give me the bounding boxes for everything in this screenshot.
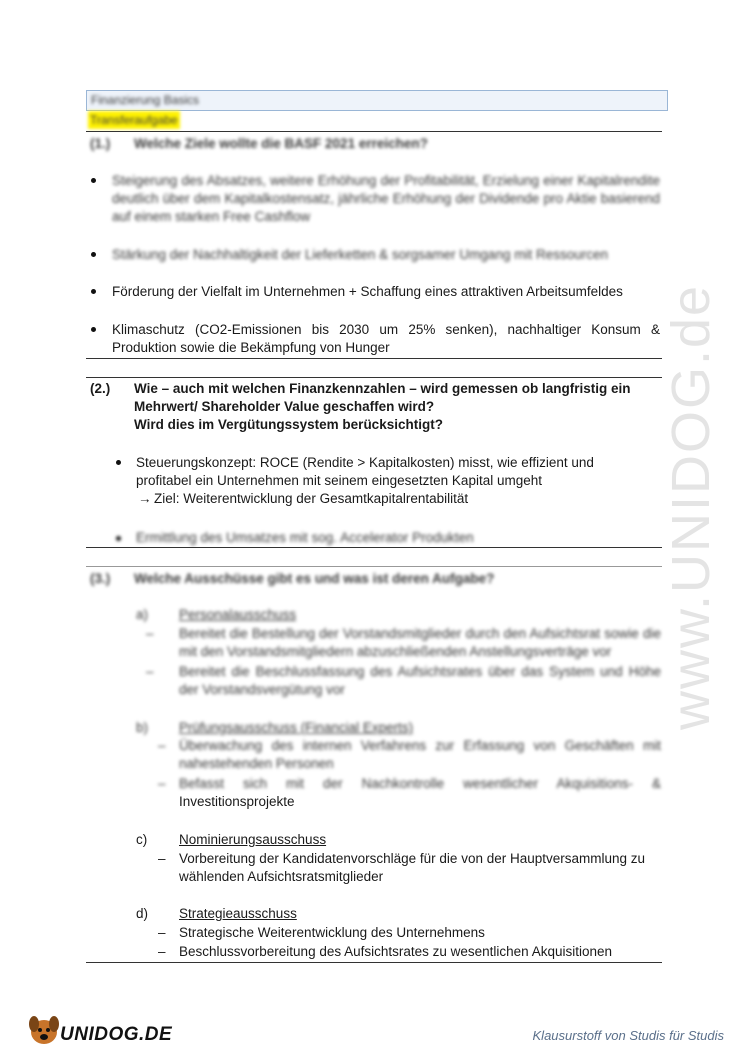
question-text: Welche Ausschüsse gibt es und was ist deren Aufgabe? (134, 571, 495, 586)
item-label: a) (136, 607, 149, 622)
divider (86, 358, 662, 359)
footer-tagline: Klausurstoff von Studis für Studis (532, 1028, 724, 1043)
item-text: Bereitet die Bestellung der Vorstandsmitglieder durch den Aufsichtsrat sowie die mit den Vorstandsmitgliedern abzuschließenden Anstellungsverträge vor (179, 626, 661, 659)
question-text: Welche Ziele wollte die BASF 2021 erreichen? (134, 136, 428, 151)
dash: – (158, 944, 166, 959)
watermark: www.UNIDOG.de (661, 283, 721, 730)
question-number: (3.) (90, 571, 111, 586)
bullet-text: Förderung der Vielfalt im Unternehmen + Schaffung eines attraktiven Arbeitsumfeldes (112, 284, 623, 299)
item-text: Strategische Weiterentwicklung des Unternehmens (179, 925, 485, 940)
item-text: Beschlussvorbereitung des Aufsichtsrates zu wesentlichen Akquisitionen (179, 944, 612, 959)
item-title: Strategieausschuss (179, 906, 297, 921)
bullet-dot (116, 536, 121, 541)
item-text: wählenden Aufsichtsratsmitglieder (179, 869, 384, 884)
divider (86, 377, 662, 378)
bullet-text: Klimaschutz (CO2-Emissionen bis 2030 um 25% senken), nachhaltiger Konsum & Produktion sowie die Bekämpfung von Hunger (112, 322, 660, 355)
item-text: Vorbereitung der Kandidatenvorschläge für die von der Hauptversammlung zu (179, 851, 646, 866)
divider (86, 566, 662, 567)
dash: – (158, 776, 166, 791)
bullet-text: Steigerung des Absatzes, weitere Erhöhung der Profitabilität, Erzielung einer Kapitalrendite deutlich über dem Kapitalkostensatz, jährliche Erhöhung der Dividende pro Aktie basierend auf einem starken Free Cashflow (112, 173, 660, 224)
item-title: Prüfungsausschuss (Financial Experts) (179, 720, 414, 735)
item-text: Überwachung des internen Verfahrens zur Erfassung von Geschäften mit nahestehenden Personen (179, 738, 661, 771)
item-title: Personalausschuss (179, 607, 297, 622)
section-title: Finanzierung Basics (91, 93, 200, 107)
bullet-dot (116, 460, 121, 465)
bullet-dot (91, 289, 96, 294)
divider (86, 962, 662, 963)
item-label: d) (136, 906, 149, 921)
dash: – (158, 851, 166, 866)
question-text: Mehrwert/ Shareholder Value geschaffen wird? (134, 399, 435, 414)
item-label: b) (136, 720, 149, 735)
dash: – (158, 738, 166, 753)
bullet-dot (91, 327, 96, 332)
logo-text: UNIDOG.DE (60, 1024, 173, 1045)
bullet-text: Stärkung der Nachhaltigkeit der Lieferketten & sorgsamer Umgang mit Ressourcen (112, 247, 608, 262)
divider (86, 547, 662, 548)
divider (86, 131, 662, 132)
item-text: Bereitet die Beschlussfassung des Aufsichtsrates über das System und Höhe der Vorstandsvergütung vor (179, 664, 661, 697)
item-text: Befasst sich mit der Nachkontrolle wesentlicher Akquisitions- & (179, 776, 661, 791)
bullet-dot (91, 178, 96, 183)
section-subtitle: Transferaufgabe (90, 113, 178, 127)
arrow-icon: → (138, 491, 152, 506)
dash: – (158, 925, 166, 940)
question-text: Wird dies im Vergütungssystem berücksichtigt? (134, 417, 443, 432)
question-number: (2.) (90, 381, 111, 396)
bullet-text: Ziel: Weiterentwicklung der Gesamtkapitalrentabilität (154, 491, 469, 506)
dash: – (146, 664, 154, 679)
bullet-text: Steuerungskonzept: ROCE (Rendite > Kapitalkosten) misst, wie effizient und (136, 455, 594, 470)
question-number: (1.) (90, 136, 111, 151)
bullet-text: profitabel ein Unternehmen mit seinem eingesetzten Kapital umgeht (136, 473, 542, 488)
item-text: Investitionsprojekte (179, 794, 295, 809)
bullet-text: Ermittlung des Umsatzes mit sog. Accelerator Produkten (136, 530, 474, 545)
bullet-dot (91, 252, 96, 257)
question-text: Wie – auch mit welchen Finanzkennzahlen – wird gemessen ob langfristig ein (134, 381, 631, 396)
item-title: Nominierungsausschuss (179, 832, 327, 847)
dog-logo-icon (24, 1010, 64, 1048)
item-label: c) (136, 832, 148, 847)
dash: – (146, 626, 154, 641)
